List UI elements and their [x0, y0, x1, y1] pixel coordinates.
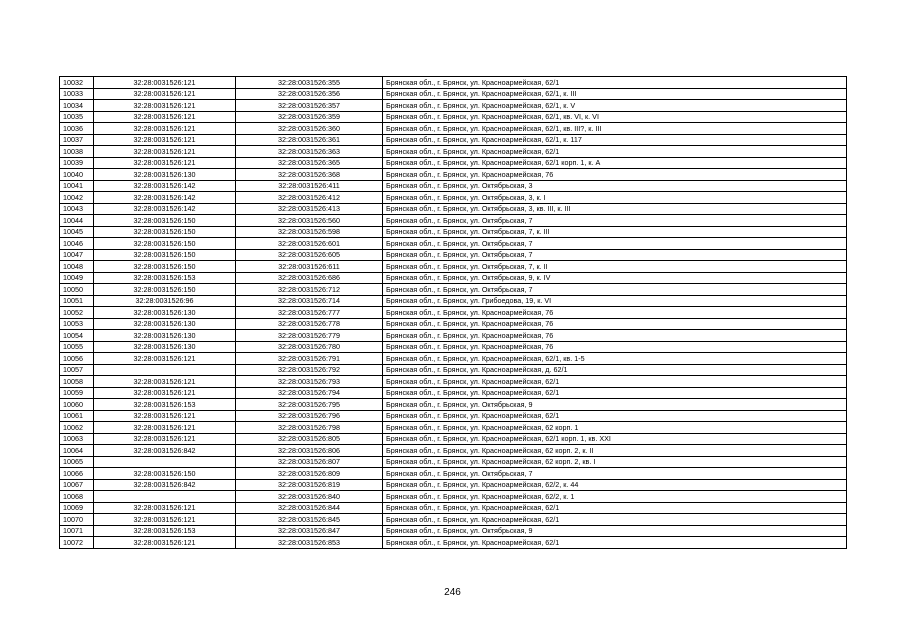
row-number-cell: 10051 — [60, 295, 94, 307]
address-cell: Брянская обл., г. Брянск, ул. Красноармейская, 62/1 корп. 1, кв. XXI — [383, 433, 847, 445]
object-cadastral-number-cell: 32:28:0031526:355 — [236, 77, 383, 89]
table-row — [60, 88, 847, 100]
address-cell: Брянская обл., г. Брянск, ул. Красноармейская, 62/2, к. 1 — [383, 491, 847, 503]
object-cadastral-number-cell: 32:28:0031526:359 — [236, 111, 383, 123]
table-row — [60, 180, 847, 192]
row-number-cell: 10044 — [60, 215, 94, 227]
address-cell: Брянская обл., г. Брянск, ул. Красноармейская, 76 — [383, 318, 847, 330]
table-row — [60, 422, 847, 434]
address-cell: Брянская обл., г. Брянск, ул. Красноармейская, 62/1, кв. III?, к. III — [383, 123, 847, 135]
address-cell: Брянская обл., г. Брянск, ул. Красноармейская, 62/1, к. III — [383, 88, 847, 100]
address-cell: Брянская обл., г. Брянск, ул. Красноармейская, 62/1 — [383, 410, 847, 422]
parcel-cadastral-number-cell: 32:28:0031526:130 — [94, 169, 236, 181]
table-row — [60, 491, 847, 503]
parcel-cadastral-number-cell: 32:28:0031526:121 — [94, 387, 236, 399]
row-number-cell: 10066 — [60, 468, 94, 480]
address-cell: Брянская обл., г. Брянск, ул. Октябрьская, 7 — [383, 468, 847, 480]
parcel-cadastral-number-cell — [94, 364, 236, 376]
row-number-cell: 10046 — [60, 238, 94, 250]
parcel-cadastral-number-cell: 32:28:0031526:121 — [94, 146, 236, 158]
row-number-cell: 10053 — [60, 318, 94, 330]
object-cadastral-number-cell: 32:28:0031526:798 — [236, 422, 383, 434]
parcel-cadastral-number-cell: 32:28:0031526:121 — [94, 514, 236, 526]
table-row — [60, 284, 847, 296]
parcel-cadastral-number-cell: 32:28:0031526:121 — [94, 157, 236, 169]
object-cadastral-number-cell: 32:28:0031526:853 — [236, 537, 383, 549]
parcel-cadastral-number-cell: 32:28:0031526:150 — [94, 468, 236, 480]
row-number-cell: 10035 — [60, 111, 94, 123]
row-number-cell: 10039 — [60, 157, 94, 169]
table-row — [60, 445, 847, 457]
parcel-cadastral-number-cell: 32:28:0031526:121 — [94, 422, 236, 434]
table-row — [60, 537, 847, 549]
row-number-cell: 10070 — [60, 514, 94, 526]
object-cadastral-number-cell: 32:28:0031526:365 — [236, 157, 383, 169]
table-row — [60, 399, 847, 411]
parcel-cadastral-number-cell: 32:28:0031526:150 — [94, 226, 236, 238]
parcel-cadastral-number-cell — [94, 491, 236, 503]
table-row — [60, 77, 847, 89]
address-cell: Брянская обл., г. Брянск, ул. Красноармейская, 76 — [383, 307, 847, 319]
table-row — [60, 410, 847, 422]
parcel-cadastral-number-cell: 32:28:0031526:121 — [94, 123, 236, 135]
page-number: 246 — [444, 587, 461, 598]
row-number-cell: 10068 — [60, 491, 94, 503]
parcel-cadastral-number-cell: 32:28:0031526:130 — [94, 318, 236, 330]
row-number-cell: 10032 — [60, 77, 94, 89]
object-cadastral-number-cell: 32:28:0031526:560 — [236, 215, 383, 227]
row-number-cell: 10065 — [60, 456, 94, 468]
object-cadastral-number-cell: 32:28:0031526:368 — [236, 169, 383, 181]
row-number-cell: 10056 — [60, 353, 94, 365]
address-cell: Брянская обл., г. Брянск, ул. Октябрьская, 3 — [383, 180, 847, 192]
parcel-cadastral-number-cell: 32:28:0031526:121 — [94, 111, 236, 123]
address-cell: Брянская обл., г. Брянск, ул. Красноармейская, 62/1 — [383, 376, 847, 388]
address-cell: Брянская обл., г. Брянск, ул. Красноармейская, 62/1, к. V — [383, 100, 847, 112]
parcel-cadastral-number-cell: 32:28:0031526:153 — [94, 399, 236, 411]
object-cadastral-number-cell: 32:28:0031526:805 — [236, 433, 383, 445]
row-number-cell: 10067 — [60, 479, 94, 491]
object-cadastral-number-cell: 32:28:0031526:845 — [236, 514, 383, 526]
table-row — [60, 468, 847, 480]
parcel-cadastral-number-cell: 32:28:0031526:121 — [94, 88, 236, 100]
parcel-cadastral-number-cell: 32:28:0031526:130 — [94, 341, 236, 353]
address-cell: Брянская обл., г. Брянск, ул. Октябрьская, 7 — [383, 249, 847, 261]
address-cell: Брянская обл., г. Брянск, ул. Красноармейская, 62/2, к. 44 — [383, 479, 847, 491]
table-row — [60, 100, 847, 112]
table-row — [60, 146, 847, 158]
row-number-cell: 10033 — [60, 88, 94, 100]
row-number-cell: 10042 — [60, 192, 94, 204]
address-cell: Брянская обл., г. Брянск, ул. Октябрьская, 3, кв. III, к. III — [383, 203, 847, 215]
object-cadastral-number-cell: 32:28:0031526:360 — [236, 123, 383, 135]
parcel-cadastral-number-cell: 32:28:0031526:842 — [94, 479, 236, 491]
address-cell: Брянская обл., г. Брянск, ул. Красноармейская, 76 — [383, 341, 847, 353]
table-row — [60, 456, 847, 468]
object-cadastral-number-cell: 32:28:0031526:605 — [236, 249, 383, 261]
object-cadastral-number-cell: 32:28:0031526:795 — [236, 399, 383, 411]
row-number-cell: 10072 — [60, 537, 94, 549]
object-cadastral-number-cell: 32:28:0031526:777 — [236, 307, 383, 319]
table-row — [60, 134, 847, 146]
object-cadastral-number-cell: 32:28:0031526:714 — [236, 295, 383, 307]
address-cell: Брянская обл., г. Брянск, ул. Красноармейская, 62/1 — [383, 77, 847, 89]
table-row — [60, 226, 847, 238]
object-cadastral-number-cell: 32:28:0031526:840 — [236, 491, 383, 503]
parcel-cadastral-number-cell: 32:28:0031526:142 — [94, 203, 236, 215]
address-cell: Брянская обл., г. Брянск, ул. Красноармейская, 62/1 — [383, 502, 847, 514]
address-cell: Брянская обл., г. Брянск, ул. Красноармейская, 62 корп. 2, к. II — [383, 445, 847, 457]
address-cell: Брянская обл., г. Брянск, ул. Октябрьская, 9, к. IV — [383, 272, 847, 284]
row-number-cell: 10047 — [60, 249, 94, 261]
table-row — [60, 261, 847, 273]
row-number-cell: 10059 — [60, 387, 94, 399]
address-cell: Брянская обл., г. Брянск, ул. Красноармейская, 62/1 — [383, 146, 847, 158]
parcel-cadastral-number-cell: 32:28:0031526:96 — [94, 295, 236, 307]
row-number-cell: 10060 — [60, 399, 94, 411]
address-cell: Брянская обл., г. Брянск, ул. Красноармейская, 76 — [383, 169, 847, 181]
object-cadastral-number-cell: 32:28:0031526:413 — [236, 203, 383, 215]
parcel-cadastral-number-cell: 32:28:0031526:121 — [94, 134, 236, 146]
parcel-cadastral-number-cell: 32:28:0031526:153 — [94, 525, 236, 537]
address-cell: Брянская обл., г. Брянск, ул. Красноармейская, 62/1, кв. VI, к. VI — [383, 111, 847, 123]
table-row — [60, 353, 847, 365]
address-cell: Брянская обл., г. Брянск, ул. Красноармейская, д. 62/1 — [383, 364, 847, 376]
object-cadastral-number-cell: 32:28:0031526:791 — [236, 353, 383, 365]
table-row — [60, 307, 847, 319]
row-number-cell: 10049 — [60, 272, 94, 284]
address-cell: Брянская обл., г. Брянск, ул. Красноармейская, 62/1 корп. 1, к. А — [383, 157, 847, 169]
table-row — [60, 514, 847, 526]
parcel-cadastral-number-cell: 32:28:0031526:121 — [94, 353, 236, 365]
row-number-cell: 10052 — [60, 307, 94, 319]
row-number-cell: 10045 — [60, 226, 94, 238]
address-cell: Брянская обл., г. Брянск, ул. Октябрьская, 7 — [383, 215, 847, 227]
parcel-cadastral-number-cell: 32:28:0031526:142 — [94, 180, 236, 192]
row-number-cell: 10061 — [60, 410, 94, 422]
parcel-cadastral-number-cell: 32:28:0031526:121 — [94, 433, 236, 445]
address-cell: Брянская обл., г. Брянск, ул. Красноармейская, 62/1, кв. 1-5 — [383, 353, 847, 365]
row-number-cell: 10057 — [60, 364, 94, 376]
object-cadastral-number-cell: 32:28:0031526:793 — [236, 376, 383, 388]
table-row — [60, 123, 847, 135]
address-cell: Брянская обл., г. Брянск, ул. Красноармейская, 62 корп. 1 — [383, 422, 847, 434]
address-cell: Брянская обл., г. Брянск, ул. Красноармейская, 76 — [383, 330, 847, 342]
table-row — [60, 341, 847, 353]
object-cadastral-number-cell: 32:28:0031526:792 — [236, 364, 383, 376]
address-cell: Брянская обл., г. Брянск, ул. Грибоедова, 19, к. VI — [383, 295, 847, 307]
object-cadastral-number-cell: 32:28:0031526:806 — [236, 445, 383, 457]
object-cadastral-number-cell: 32:28:0031526:796 — [236, 410, 383, 422]
parcel-cadastral-number-cell: 32:28:0031526:150 — [94, 238, 236, 250]
row-number-cell: 10055 — [60, 341, 94, 353]
address-cell: Брянская обл., г. Брянск, ул. Красноармейская, 62/1 — [383, 387, 847, 399]
parcel-cadastral-number-cell: 32:28:0031526:150 — [94, 261, 236, 273]
registry-table — [59, 76, 847, 549]
object-cadastral-number-cell: 32:28:0031526:412 — [236, 192, 383, 204]
parcel-cadastral-number-cell: 32:28:0031526:121 — [94, 410, 236, 422]
address-cell: Брянская обл., г. Брянск, ул. Красноармейская, 62/1 — [383, 514, 847, 526]
object-cadastral-number-cell: 32:28:0031526:598 — [236, 226, 383, 238]
table-row — [60, 249, 847, 261]
address-cell: Брянская обл., г. Брянск, ул. Октябрьская, 7, к. III — [383, 226, 847, 238]
object-cadastral-number-cell: 32:28:0031526:686 — [236, 272, 383, 284]
row-number-cell: 10034 — [60, 100, 94, 112]
table-row — [60, 192, 847, 204]
table-row — [60, 318, 847, 330]
table-row — [60, 238, 847, 250]
object-cadastral-number-cell: 32:28:0031526:356 — [236, 88, 383, 100]
object-cadastral-number-cell: 32:28:0031526:363 — [236, 146, 383, 158]
parcel-cadastral-number-cell: 32:28:0031526:130 — [94, 330, 236, 342]
row-number-cell: 10063 — [60, 433, 94, 445]
table-row — [60, 215, 847, 227]
parcel-cadastral-number-cell: 32:28:0031526:153 — [94, 272, 236, 284]
table-row — [60, 169, 847, 181]
row-number-cell: 10062 — [60, 422, 94, 434]
object-cadastral-number-cell: 32:28:0031526:780 — [236, 341, 383, 353]
address-cell: Брянская обл., г. Брянск, ул. Октябрьская, 9 — [383, 525, 847, 537]
parcel-cadastral-number-cell — [94, 456, 236, 468]
row-number-cell: 10037 — [60, 134, 94, 146]
object-cadastral-number-cell: 32:28:0031526:819 — [236, 479, 383, 491]
parcel-cadastral-number-cell: 32:28:0031526:121 — [94, 502, 236, 514]
object-cadastral-number-cell: 32:28:0031526:809 — [236, 468, 383, 480]
object-cadastral-number-cell: 32:28:0031526:844 — [236, 502, 383, 514]
object-cadastral-number-cell: 32:28:0031526:361 — [236, 134, 383, 146]
address-cell: Брянская обл., г. Брянск, ул. Октябрьская, 7, к. II — [383, 261, 847, 273]
object-cadastral-number-cell: 32:28:0031526:712 — [236, 284, 383, 296]
address-cell: Брянская обл., г. Брянск, ул. Октябрьская, 7 — [383, 238, 847, 250]
parcel-cadastral-number-cell: 32:28:0031526:130 — [94, 307, 236, 319]
object-cadastral-number-cell: 32:28:0031526:411 — [236, 180, 383, 192]
table-row — [60, 203, 847, 215]
table-row — [60, 502, 847, 514]
parcel-cadastral-number-cell: 32:28:0031526:121 — [94, 376, 236, 388]
table-row — [60, 433, 847, 445]
table-row — [60, 111, 847, 123]
parcel-cadastral-number-cell: 32:28:0031526:150 — [94, 249, 236, 261]
address-cell: Брянская обл., г. Брянск, ул. Красноармейская, 62/1, к. 117 — [383, 134, 847, 146]
row-number-cell: 10054 — [60, 330, 94, 342]
parcel-cadastral-number-cell: 32:28:0031526:150 — [94, 284, 236, 296]
row-number-cell: 10040 — [60, 169, 94, 181]
parcel-cadastral-number-cell: 32:28:0031526:121 — [94, 100, 236, 112]
table-row — [60, 295, 847, 307]
parcel-cadastral-number-cell: 32:28:0031526:121 — [94, 537, 236, 549]
row-number-cell: 10048 — [60, 261, 94, 273]
table-row — [60, 387, 847, 399]
row-number-cell: 10036 — [60, 123, 94, 135]
table-row — [60, 364, 847, 376]
row-number-cell: 10038 — [60, 146, 94, 158]
object-cadastral-number-cell: 32:28:0031526:807 — [236, 456, 383, 468]
table-row — [60, 479, 847, 491]
address-cell: Брянская обл., г. Брянск, ул. Октябрьская, 3, к. I — [383, 192, 847, 204]
address-cell: Брянская обл., г. Брянск, ул. Красноармейская, 62/1 — [383, 537, 847, 549]
table-row — [60, 376, 847, 388]
row-number-cell: 10043 — [60, 203, 94, 215]
parcel-cadastral-number-cell: 32:28:0031526:842 — [94, 445, 236, 457]
address-cell: Брянская обл., г. Брянск, ул. Октябрьская, 7 — [383, 284, 847, 296]
table-row — [60, 157, 847, 169]
row-number-cell: 10064 — [60, 445, 94, 457]
registry-table-body — [60, 77, 847, 549]
parcel-cadastral-number-cell: 32:28:0031526:142 — [94, 192, 236, 204]
row-number-cell: 10069 — [60, 502, 94, 514]
address-cell: Брянская обл., г. Брянск, ул. Красноармейская, 62 корп. 2, кв. I — [383, 456, 847, 468]
object-cadastral-number-cell: 32:28:0031526:778 — [236, 318, 383, 330]
row-number-cell: 10058 — [60, 376, 94, 388]
object-cadastral-number-cell: 32:28:0031526:357 — [236, 100, 383, 112]
row-number-cell: 10041 — [60, 180, 94, 192]
object-cadastral-number-cell: 32:28:0031526:794 — [236, 387, 383, 399]
table-row — [60, 272, 847, 284]
object-cadastral-number-cell: 32:28:0031526:601 — [236, 238, 383, 250]
object-cadastral-number-cell: 32:28:0031526:611 — [236, 261, 383, 273]
row-number-cell: 10071 — [60, 525, 94, 537]
object-cadastral-number-cell: 32:28:0031526:779 — [236, 330, 383, 342]
parcel-cadastral-number-cell: 32:28:0031526:150 — [94, 215, 236, 227]
parcel-cadastral-number-cell: 32:28:0031526:121 — [94, 77, 236, 89]
table-row — [60, 330, 847, 342]
object-cadastral-number-cell: 32:28:0031526:847 — [236, 525, 383, 537]
row-number-cell: 10050 — [60, 284, 94, 296]
address-cell: Брянская обл., г. Брянск, ул. Октябрьская, 9 — [383, 399, 847, 411]
table-row — [60, 525, 847, 537]
